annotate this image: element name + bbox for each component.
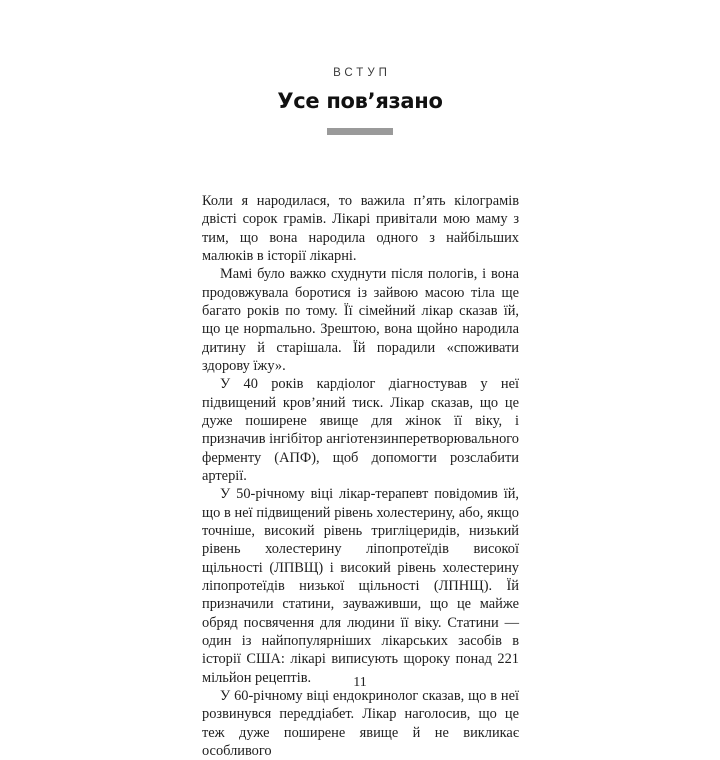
title-divider-bar bbox=[327, 128, 393, 135]
paragraph-2: Мамі було важко схуднути після пологів, і вона продовжувала боротися із зайвою масою тіла ще багато років по тому. Її сімейний лікар сказав їй, що це норmально. Зрештою, вона щойно народила дитину й старішала. Їй порадили «споживати здорову їжу». bbox=[202, 266, 519, 374]
paragraph-3: У 40 років кардіолог діагностував у неї підвищений кров’яний тиск. Лікар сказав, що це дуже поширене явище для жінок її віку, і призначив інгібітор ангіотензинперетворювального ферменту (АПФ), щоб допомогти розслабити артерії. bbox=[202, 376, 519, 484]
page-number: 11 bbox=[353, 675, 367, 690]
paragraph-5: У 60-річному віці ендокринолог сказав, що в неї розвинувся переддіабет. Лікар наголосив, що це теж дуже поширене явище й не викликає особливого bbox=[202, 687, 519, 759]
paragraph-4: У 50-річному віці лікар-терапевт повідомив їй, що в неї підвищений рівень холестерину, або, якщо точніше, високий рівень тригліцеридів, низький рівень холестерину ліпопротеїдів високої щільності (ЛПВЩ) і високий рівень холестерину ліпопротеїдів низької щільності (ЛПНЩ). Їй призначили статини, зауваживши, що це майже обряд посвячення для людини її віку. Статини — один із найпопулярніших лікарських засобів в історії США: лікарі виписують щороку понад 221 мільйон рецептів. bbox=[202, 486, 519, 686]
paragraph-1: Коли я народилася, то важила п’ять кілограмів двісті сорок грамів. Лікарі привітали мою маму з тим, що вона народила одного з найбільших малюків в історії лікарні. bbox=[202, 193, 519, 264]
chapter-title: Усе пов’язано bbox=[277, 89, 443, 113]
section-label: ВСТУП bbox=[333, 67, 391, 79]
